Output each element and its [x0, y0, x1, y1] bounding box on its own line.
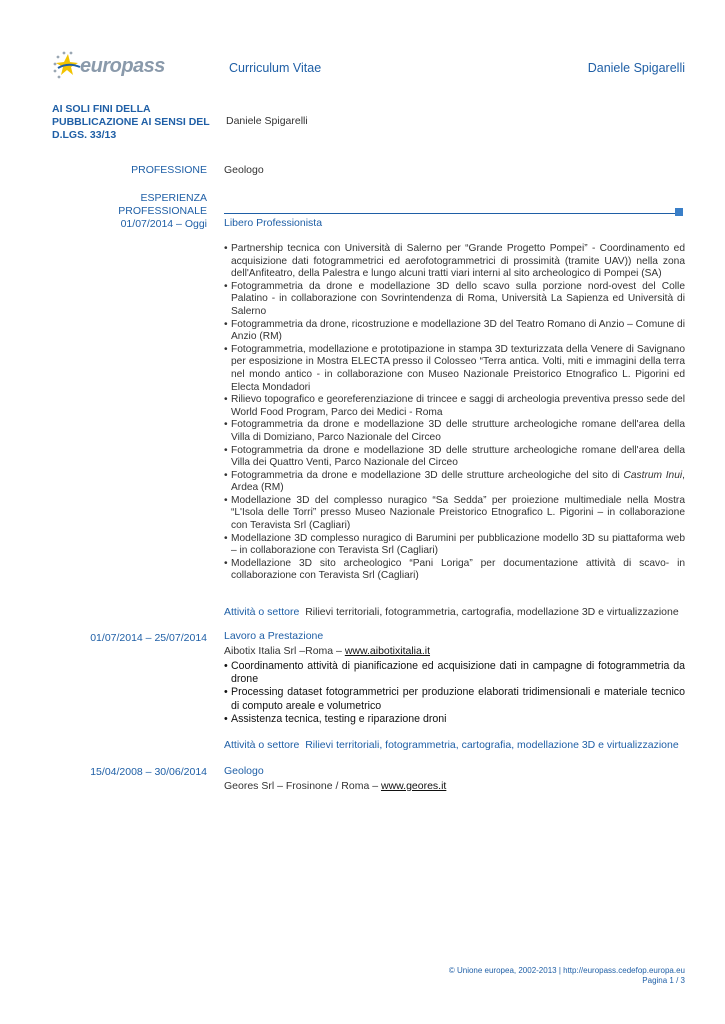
profession-label: PROFESSIONE	[131, 164, 207, 176]
footer-copyright: © Unione europea, 2002-2013 | http://europass.cedefop.europa.eu	[448, 966, 685, 975]
list-item: • Modellazione 3D del complesso nuragico “Sa Sedda” per proiezione multimediale nella Mostra “L'Isola delle Torri” presso Museo Nazionale Preistorico Etnografico L. Pigorini – in collaborazione con Teravista Srl (Cagliari)	[224, 495, 685, 533]
list-item: • Fotogrammetria da drone e modellazione 3D delle strutture archeologiche romane dell'area della Villa dei Quattro Venti, Parco Nazionale del Circeo	[224, 445, 685, 470]
list-item: • Modellazione 3D complesso nuragico di Barumini per pubblicazione modello 3D su piattaforma web – in collaborazione con Teravista Srl (Cagliari)	[224, 533, 685, 558]
footer	[449, 966, 685, 986]
job-period: 01/07/2014 – 25/07/2014	[90, 632, 207, 644]
footer-page-number: Pagina 1 / 3	[642, 976, 685, 985]
experience-label	[118, 192, 207, 218]
job-employer	[224, 645, 430, 658]
list-item	[224, 470, 685, 495]
personal-info-label: AI SOLI FINI DELLA PUBBLICAZIONE AI SENSI DEL D.LGS. 33/13	[52, 103, 210, 141]
job-items	[224, 243, 685, 583]
employer-link[interactable]: www.aibotixitalia.it	[344, 645, 431, 657]
section-divider-marker	[675, 208, 683, 216]
doc-title: Curriculum Vitae	[229, 61, 322, 75]
list-item: • Processing dataset fotogrammetrici per produzione elaborati tridimensionali e materiale tecnico di computo areale e volumetrico	[224, 686, 685, 712]
sector-label: Attività o settore	[224, 739, 300, 751]
section-divider	[224, 213, 676, 214]
europass-star-icon	[50, 50, 84, 80]
list-item: • Modellazione 3D sito archeologico “Pani Loriga” per documentazione attività di scavo- in collaborazione con Teravista Srl (Cagliari)	[224, 558, 685, 583]
sector-row	[224, 606, 679, 619]
employer-name: Geores Srl – Frosinone / Roma –	[224, 780, 381, 792]
list-item: • Fotogrammetria, modellazione e prototipazione in stampa 3D texturizzata della Venere di Savignano per esposizione in Mostra ELECTA presso il Colosseo “Terra antica. Volti, miti e immagini della terra nel mondo antico - in collaborazione con Museo Nazionale Preistorico Etnografico L. Pigorini ed Electa Mondadori	[224, 344, 685, 394]
job-title: Geologo	[224, 765, 264, 777]
europass-logo-text: europass	[80, 55, 165, 77]
list-item-text: Fotogrammetria da drone e modellazione 3D delle strutture archeologiche del sito di	[231, 469, 624, 481]
europass-logo	[50, 50, 165, 82]
list-item: • Rilievo topografico e georeferenziazione di trincee e saggi di archeologia preventiva presso sede del World Food Program, Parco dei Medici - Roma	[224, 394, 685, 419]
list-item: • Fotogrammetria da drone e modellazione 3D delle strutture archeologiche romane dell'area della Villa di Domiziano, Parco Nazionale del Circeo	[224, 419, 685, 444]
experience-label-line1: ESPERIENZA	[140, 192, 207, 204]
job-period: 15/04/2008 – 30/06/2014	[90, 766, 207, 778]
job-title: Libero Professionista	[224, 217, 323, 229]
profession-value: Geologo	[224, 164, 264, 176]
sector-label: Attività o settore	[224, 606, 300, 618]
sector-value: Rilievi territoriali, fotogrammetria, cartografia, modellazione 3D e virtualizzazione	[305, 606, 679, 618]
employer-name: Aibotix Italia Srl –Roma –	[224, 645, 345, 657]
header-person-name: Daniele Spigarelli	[587, 61, 685, 75]
list-item: • Fotogrammetria da drone, ricostruzione e modellazione 3D del Teatro Romano di Anzio – Comune di Anzio (RM)	[224, 319, 685, 344]
job-title: Lavoro a Prestazione	[224, 630, 324, 642]
job-employer	[224, 780, 446, 793]
list-item-italic: Castrum Inui	[623, 469, 683, 481]
job-items	[224, 660, 685, 726]
sector-row	[224, 739, 679, 752]
list-item-tail: , Ardea (RM)	[231, 469, 685, 494]
list-item: • Partnership tecnica con Università di Salerno per “Grande Progetto Pompei” - Coordinamento ed acquisizione dati fotogrammetrici ed aerofotogrammetrici di prossimità (tramite UAV)) nella zona dell'Anfiteatro, della Palestra e lungo alcuni tratti viari interni al sito archeologico di Pompei (SA)	[224, 243, 685, 281]
job-period: 01/07/2014 – Oggi	[120, 218, 207, 230]
experience-label-line2: PROFESSIONALE	[118, 205, 207, 217]
employer-link[interactable]: www.geores.it	[380, 780, 447, 792]
list-item: • Assistenza tecnica, testing e riparazione droni	[224, 713, 685, 726]
sector-value: Rilievi territoriali, fotogrammetria, cartografia, modellazione 3D e virtualizzazione	[305, 739, 679, 751]
list-item: • Fotogrammetria da drone e modellazione 3D dello scavo sulla porzione nord-ovest del Colle Palatino - in collaborazione con Sovrintendenza di Roma, Università La Sapienza ed Università di Salerno	[224, 281, 685, 319]
personal-name: Daniele Spigarelli	[226, 115, 308, 127]
list-item: • Coordinamento attività di pianificazione ed acquisizione dati in campagne di fotogrammetria da drone	[224, 660, 685, 686]
